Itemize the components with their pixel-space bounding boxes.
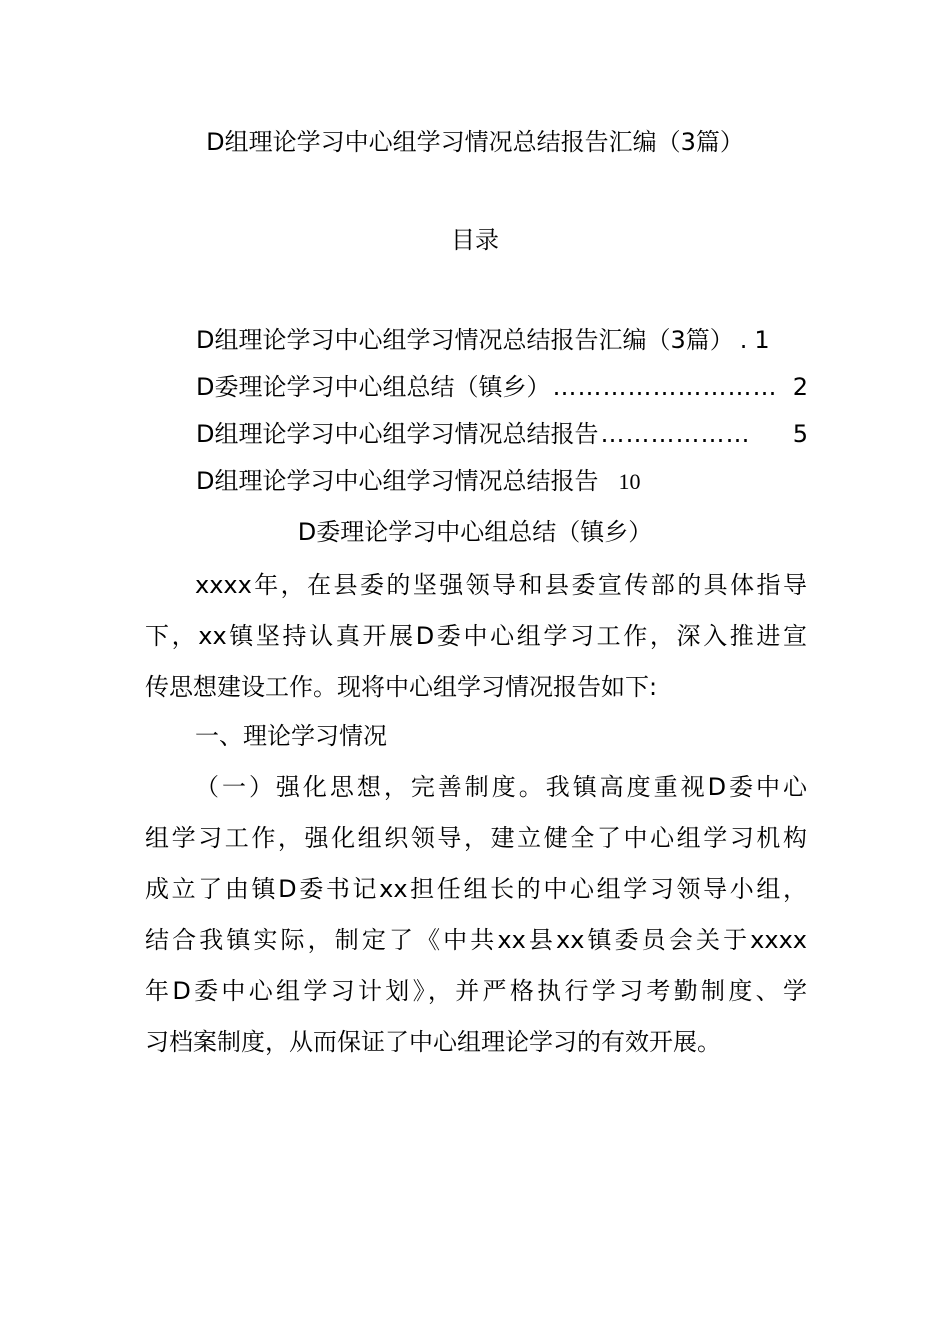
toc-entry-title: D组理论学习中心组学习情况总结报告汇编（3篇） <box>196 326 734 354</box>
toc-entry-title: D组理论学习中心组学习情况总结报告 <box>196 420 599 448</box>
paragraph-line: （一）强化思想，完善制度。我镇高度重视D委中心 <box>195 773 807 801</box>
toc-entry[interactable] <box>196 322 808 358</box>
paragraph-line: 结合我镇实际，制定了《中共xx县xx镇委员会关于xxxx <box>145 926 807 954</box>
paragraph-line: 组学习工作，强化组织领导，建立健全了中心组学习机构 <box>145 824 807 852</box>
paragraph-line: 年D委中心组学习计划》，并严格执行学习考勤制度、学 <box>145 977 807 1005</box>
section-heading <box>145 711 807 762</box>
toc-page-number: 5 <box>792 420 808 448</box>
toc-entry[interactable] <box>196 369 808 405</box>
toc-heading: 目录 <box>451 226 499 254</box>
toc-leader: ……………… <box>600 420 751 448</box>
toc-leader: . <box>739 326 749 354</box>
toc-entry-title: D委理论学习中心组总结（镇乡） <box>196 373 551 401</box>
toc-leader: ……………………… <box>552 373 778 401</box>
table-of-contents <box>196 322 808 510</box>
paragraph-line: 习档案制度，从而保证了中心组理论学习的有效开展。 <box>145 1028 721 1056</box>
document-title: D组理论学习中心组学习情况总结报告汇编（3篇） <box>206 128 744 156</box>
body-paragraph <box>145 762 807 1068</box>
toc-entry[interactable] <box>196 416 808 452</box>
paragraph-line: xxxx年，在县委的坚强领导和县委宣传部的具体指导 <box>195 571 807 599</box>
toc-entry-title: D组理论学习中心组学习情况总结报告 <box>196 467 599 495</box>
paragraph-line: 下，xx镇坚持认真开展D委中心组学习工作，深入推进宣 <box>145 622 807 650</box>
toc-page-number: 1 <box>754 326 770 354</box>
paragraph-line: 传思想建设工作。现将中心组学习情况报告如下: <box>145 673 658 701</box>
body-paragraph <box>145 560 807 713</box>
toc-page-number: 2 <box>792 373 808 401</box>
toc-page-number: 10 <box>618 469 641 494</box>
heading-line: 一、理论学习情况 <box>195 722 387 750</box>
toc-entry[interactable] <box>196 463 808 499</box>
paragraph-line: 成立了由镇D委书记xx担任组长的中心组学习领导小组， <box>145 875 807 903</box>
section-title: D委理论学习中心组总结（镇乡） <box>297 518 653 546</box>
